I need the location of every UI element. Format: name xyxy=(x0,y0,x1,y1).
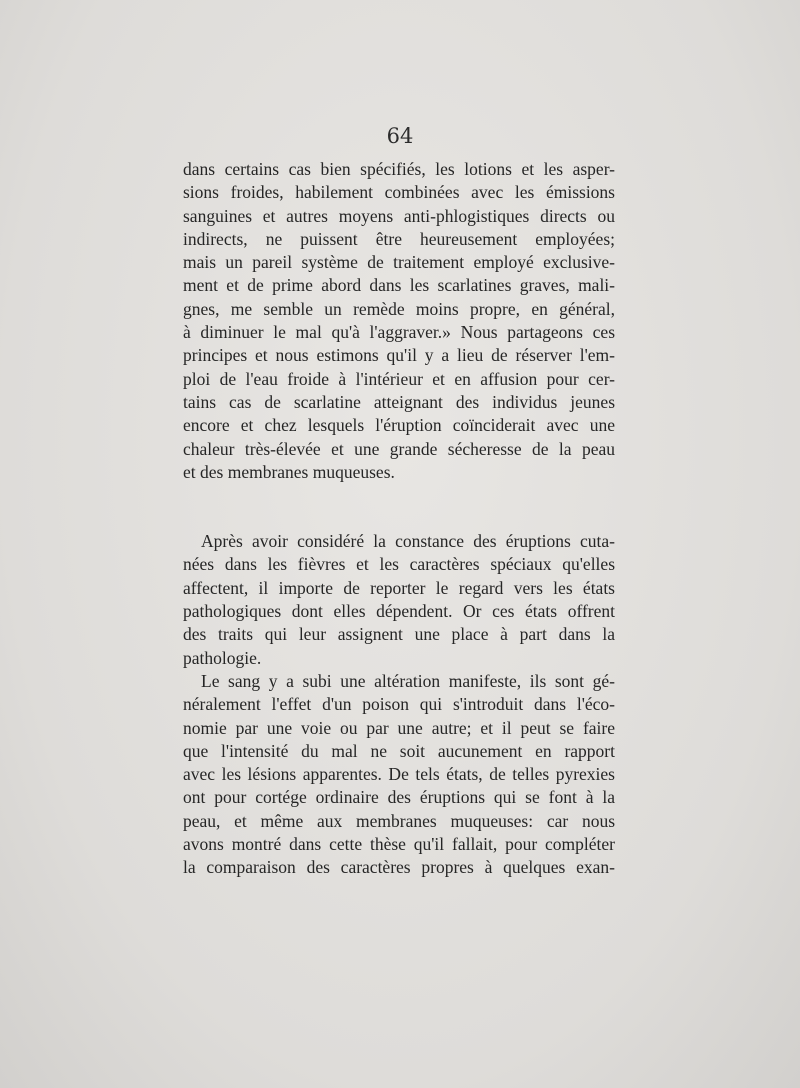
text-line: néralement l'effet d'un poison qui s'introduit dans l'éco- xyxy=(183,694,615,715)
text-line: principes et nous estimons qu'il y a lieu de réserver l'em- xyxy=(183,345,615,366)
document-body xyxy=(183,158,615,880)
text-line: sions froides, habilement combinées avec les émissions xyxy=(183,182,615,203)
text-line: sanguines et autres moyens anti-phlogistiques directs ou xyxy=(183,205,615,226)
text-line: mais un pareil système de traitement employé exclusive- xyxy=(183,252,615,273)
text-line: ont pour cortége ordinaire des éruptions qui se font à la xyxy=(183,787,615,808)
text-line: peau, et même aux membranes muqueuses: car nous xyxy=(183,810,615,831)
text-line: avec les lésions apparentes. De tels états, de telles pyrexies xyxy=(183,764,615,785)
text-line: gnes, me semble un remède moins propre, en général, xyxy=(183,298,615,319)
text-line: tains cas de scarlatine atteignant des individus jeunes xyxy=(183,391,615,412)
page-number: 64 xyxy=(386,124,414,148)
text-line: indirects, ne puissent être heureusement employées; xyxy=(183,228,615,249)
text-line: que l'intensité du mal ne soit aucunement en rapport xyxy=(183,740,615,761)
paragraph-3 xyxy=(183,670,615,880)
text-line: Après avoir considéré la constance des éruptions cuta- xyxy=(201,531,615,552)
text-line: ment et de prime abord dans les scarlatines graves, mali- xyxy=(183,275,615,296)
text-line: à diminuer le mal qu'à l'aggraver.» Nous partageons ces xyxy=(183,322,615,343)
text-line: et des membranes muqueuses. xyxy=(183,461,395,482)
text-line: pathologiques dont elles dépendent. Or ces états offrent xyxy=(183,601,615,622)
text-line: Le sang y a subi une altération manifeste, ils sont gé- xyxy=(201,670,615,691)
text-line: encore et chez lesquels l'éruption coïnciderait avec une xyxy=(183,415,615,436)
text-line: nées dans les fièvres et les caractères spéciaux qu'elles xyxy=(183,554,615,575)
text-line: pathologie. xyxy=(183,647,262,668)
text-line: affectent, il importe de reporter le regard vers les états xyxy=(183,577,615,598)
text-line: ploi de l'eau froide à l'intérieur et en affusion pour cer- xyxy=(183,368,615,389)
text-line: des traits qui leur assignent une place à part dans la xyxy=(183,624,615,645)
text-line: chaleur très-élevée et une grande sécheresse de la peau xyxy=(183,438,615,459)
paragraph-2 xyxy=(183,530,615,670)
text-line: nomie par une voie ou par une autre; et il peut se faire xyxy=(183,717,615,738)
paragraph-gap xyxy=(183,484,615,530)
text-line: la comparaison des caractères propres à quelques exan- xyxy=(183,857,615,878)
text-line: dans certains cas bien spécifiés, les lotions et les asper- xyxy=(183,159,615,179)
paragraph-1 xyxy=(183,158,615,484)
text-line: avons montré dans cette thèse qu'il fallait, pour compléter xyxy=(183,834,615,855)
